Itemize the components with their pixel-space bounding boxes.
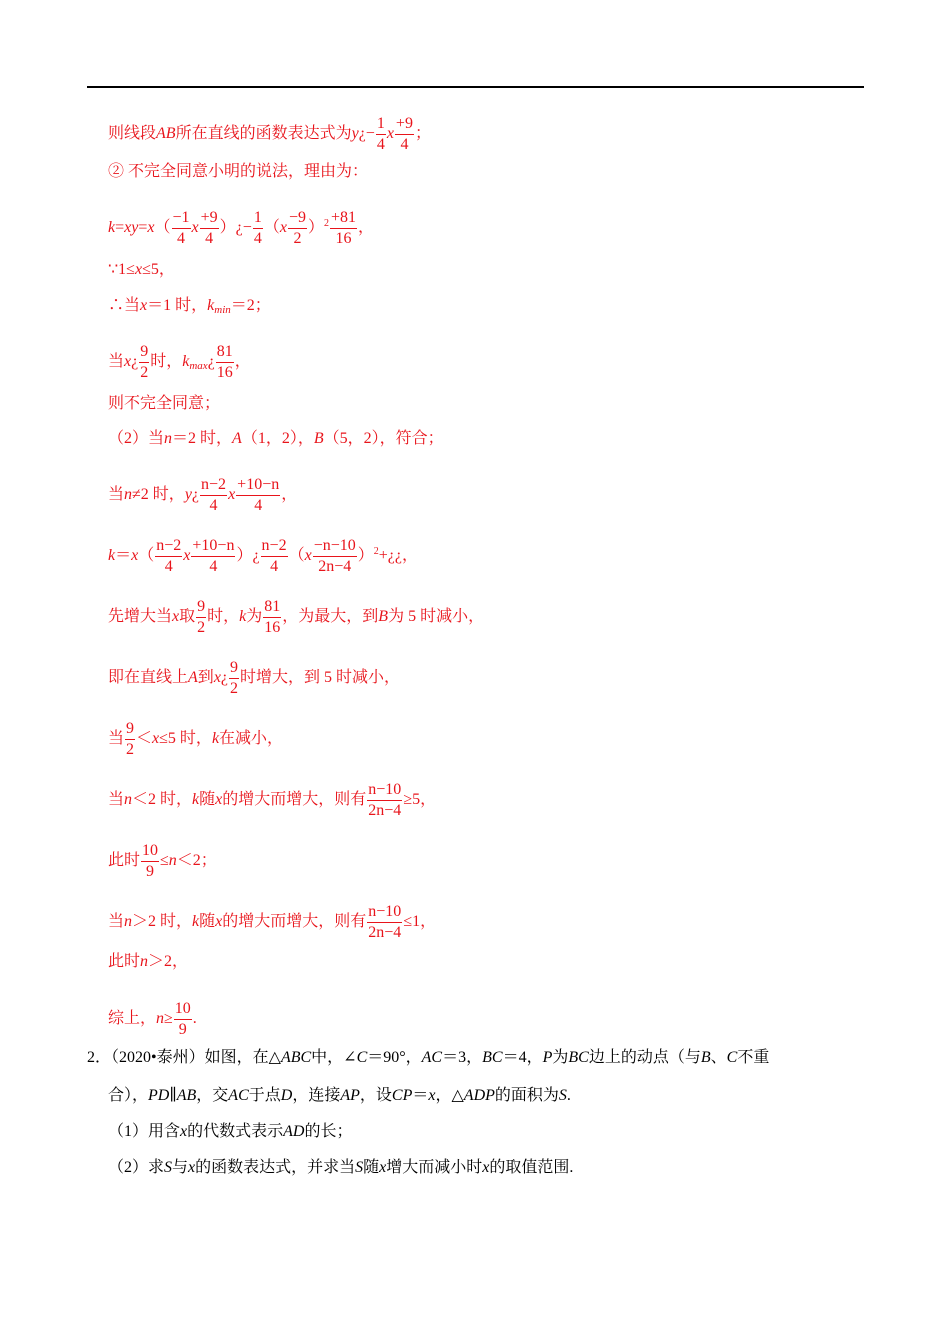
solution-line-10: k＝x（ $\frac{n-2}{4}$ x $\frac{+10-n}{4}$ ）¿ $\frac{n-2}{4}$ （x $\frac{-n-10}{2n-4}$ ）$^2$+¿¿， (108, 537, 418, 575)
solution-line-8: （2）当n＝2 时，A（1，2），B（5，2），符合； (108, 430, 444, 447)
solution-line-17: 此时n＞2， (108, 953, 189, 970)
question-2-line-2: 合），PD∥AB，交AC于点D，连接AP，设CP＝x，△ADP的面积为S. (108, 1087, 571, 1104)
solution-line-5: ∴当x＝1 时，$k_{min}=2$； (108, 297, 271, 316)
solution-line-9: 当n≠2 时，y¿ $\frac{n-2}{4}$ x $\frac{+10-n}{4}$ ， (108, 476, 298, 514)
question-2-sub-2: （2）求S与x的函数表达式，并求当S随x增大而减小时x的取值范围. (108, 1159, 574, 1176)
solution-line-16: 当n＞2 时，k随x的增大而增大，则有 $\frac{n-10}{2n-4}$ ≤1， (108, 903, 437, 941)
solution-line-6: 当x¿ $\frac{9}{2}$ 时，$k_{max}¿$ $\frac{81}{16}$ ， (108, 343, 251, 381)
solution-line-4: ∵1≤x≤5， (108, 261, 175, 278)
header-rule (87, 86, 864, 88)
solution-line-18: 综上，n≥ $\frac{10}{9}$ . (108, 1000, 197, 1038)
question-2-sub-1: （1）用含x的代数式表示AD的长； (108, 1123, 353, 1140)
solution-line-14: 当n＜2 时，k随x的增大而增大，则有 $\frac{n-10}{2n-4}$ ≥5， (108, 781, 437, 819)
solution-line-3: k=xy=x（ $\frac{-1}{4}$ x $\frac{+9}{4}$ ）¿− $\frac{1}{4}$ （x $\frac{-9}{2}$ ）$^2$ $\frac{+81}{16}$ ， (108, 209, 375, 247)
solution-line-11: 先增大当x取 $\frac{9}{2}$ 时，k为 $\frac{81}{16}$ ，为最大，到B为 5 时减小， (108, 598, 485, 636)
question-2-line-1: 2．（2020•泰州）如图，在△ABC中，∠C＝90°，AC＝3，BC＝4，P为BC边上的动点（与B、C不重 (87, 1049, 770, 1066)
solution-line-13: 当 $\frac{9}{2}$ ＜x≤5 时，k在减小， (108, 720, 284, 758)
solution-line-1: 则线段AB所在直线的函数表达式为y¿− $\frac{1}{4}$ x $\frac{+9}{4}$ ； (108, 115, 431, 153)
solution-line-12: 即在直线上A到x¿ $\frac{9}{2}$ 时增大，到 5 时减小， (108, 659, 401, 697)
solution-line-7: 则不完全同意； (108, 395, 221, 412)
solution-line-2: ② 不完全同意小明的说法，理由为： (108, 163, 369, 180)
solution-line-15: 此时 $\frac{10}{9}$ ≤n＜2； (108, 842, 217, 880)
